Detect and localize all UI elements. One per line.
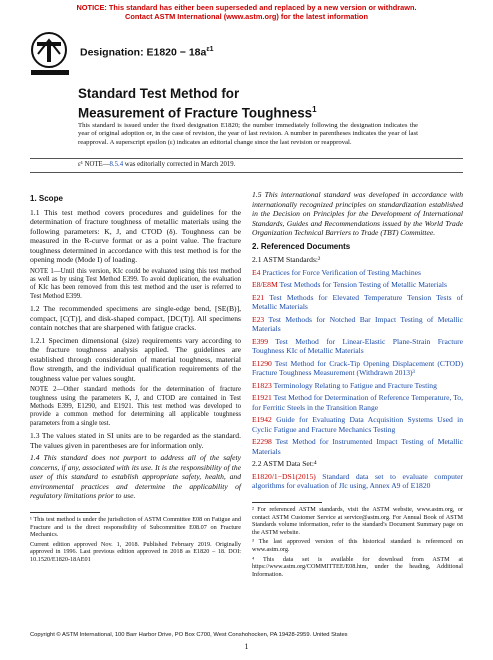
reference-code[interactable]: E21 [252, 292, 265, 302]
reference-title[interactable]: Test Method for Instrumented Impact Testing of Metallic Materials [252, 437, 463, 456]
data-set-reference [252, 472, 463, 491]
divider-top [30, 158, 463, 159]
astm-data-set-label: 2.2 ASTM Data Set:⁴ [252, 459, 317, 468]
left-column [30, 190, 241, 504]
notice-line-1: NOTICE: This standard has either been superseded and replaced by a new version or withdrawn. [76, 3, 417, 12]
footnotes-right [252, 506, 463, 580]
data-set-code[interactable]: E1820/1−DS1(2015) [252, 471, 316, 481]
footnotes-left [30, 516, 241, 566]
reference-list [252, 268, 463, 457]
note-1: NOTE 1—Until this version, KIc could be evaluated using this test method as well as by using Test Method E399. To avoid duplication, the evaluation of KIc has been removed from this test method and the user is referred to Test Method E399. [30, 267, 241, 300]
footnote-divider-left [30, 512, 100, 513]
reference-item [252, 359, 463, 378]
referenced-documents-heading: 2. Referenced Documents [252, 241, 351, 251]
title-line-1: Standard Test Method for [78, 86, 240, 101]
copyright-footer: Copyright © ASTM International, 100 Barr Harbor Drive, PO Box C700, West Conshohocken, PA 19428-2959. United States [30, 632, 348, 638]
page-number: 1 [244, 642, 249, 651]
reference-item [252, 280, 463, 290]
footnote-1: ¹ This test method is under the jurisdiction of ASTM Committee E08 on Fatigue and Fracture and is the direct responsibility of Subcommittee E08.07 on Fracture Mechanics. [30, 516, 241, 539]
editorial-note-suffix: was editorially corrected in March 2019. [123, 161, 236, 168]
withdrawal-notice [0, 3, 493, 21]
para-1-4: 1.4 This standard does not purport to address all of the safety concerns, if any, associated with its use. It is the responsibility of the user of this standard to establish appropriate safety, health, and environmental practices and determine the applicability of regulatory limitations prior to use. [30, 453, 241, 501]
footnote-1-edition: Current edition approved Nov. 1, 2018. Published February 2019. Originally approved in 1996. Last previous edition approved in 2018 as E1820 – 18. DOI: 10.1520/E1820-18AE01 [30, 540, 241, 563]
para-1-1: 1.1 This test method covers procedures and guidelines for the determination of fracture toughness of metallic materials using the following parameters: K, J, and CTOD (δ). Toughness can be measured in the R-curve format or as a point value. The fracture toughness determined in accordance with this test method is for the opening mode (Mode I) of loading. [30, 207, 241, 264]
title-footnote-mark: 1 [312, 105, 317, 114]
reference-code[interactable]: E2298 [252, 437, 272, 446]
astm-logo-icon [29, 30, 75, 78]
footnote-2: ² For referenced ASTM standards, visit the ASTM website, www.astm.org, or contact ASTM Customer Service at service@astm.org. For Annual Book of ASTM Standards volume information, refer to the standard's Document Summary page on the ASTM website. [252, 506, 463, 536]
reference-item [252, 381, 463, 391]
para-1-5: 1.5 This international standard was developed in accordance with internationally recognized principles on standardization established in the Decision on Principles for the Development of International Standards, Guides and Recommendations issued by the World Trade Organization Technical Barriers to Trade (TBT) Committee. [252, 190, 463, 237]
reference-code[interactable]: E1290 [252, 358, 272, 368]
reference-title[interactable]: Test Method for Crack-Tip Opening Displacement (CTOD) Fracture Toughness Measurement (Withdrawn 2013)³ [252, 358, 463, 377]
reference-title[interactable]: Test Methods for Elevated Temperature Tension Tests of Metallic Materials [252, 292, 463, 311]
reference-item [252, 315, 463, 334]
document-title [78, 86, 408, 121]
note-2: NOTE 2—Other standard methods for the determination of fracture toughness using the parameters K, J, and CTOD are contained in Test Methods E399, E1290, and E1921. This test method was developed to provide a common method for determining all applicable toughness parameters from a single test. [30, 386, 241, 427]
reference-item [252, 415, 463, 434]
reference-code[interactable]: E1823 [252, 380, 272, 390]
reference-title[interactable]: Test Method for Determination of Reference Temperature, To, for Ferritic Steels in the Transition Range [252, 393, 463, 412]
right-column [252, 190, 463, 494]
reference-item [252, 293, 463, 312]
reference-item [252, 437, 463, 456]
reference-item [252, 268, 463, 278]
reference-code[interactable]: E23 [252, 314, 265, 324]
reference-code[interactable]: E8/E8M [252, 280, 278, 289]
standard-issue-note: This standard is issued under the fixed designation E1820; the number immediately following the designation indicates the year of original adoption or, in the case of revision, the year of last revision. A number in parentheses indicates the year of last reapproval. A superscript epsilon (ε) indicates an editorial change since the last revision or reapproval. [78, 122, 418, 146]
editorial-note-link[interactable]: 8.5.4 [109, 161, 124, 168]
reference-code[interactable]: E1921 [252, 393, 272, 402]
editorial-note [78, 161, 235, 168]
reference-code[interactable]: E4 [252, 267, 261, 277]
para-1-2-1: 1.2.1 Specimen dimensional (size) requirements vary according to the fracture toughness analysis applied. The guidelines are established through consideration of material toughness, material flow strength, and the individual qualification requirements of the toughness value per values sought. [30, 335, 241, 383]
data-set-title[interactable]: Standard data set to evaluate computer algorithms for evaluation of JIc using, Annex A9 of E1820 [252, 471, 463, 490]
reference-title[interactable]: Practices for Force Verification of Testing Machines [260, 267, 421, 277]
reference-item [252, 337, 463, 356]
editorial-note-prefix: ε¹ NOTE— [78, 161, 110, 168]
para-1-2: 1.2 The recommended specimens are single-edge bend, [SE(B)], compact, [C(T)], and disk-shaped compact, [DC(T)]. All specimens contain notches that are sharpened with fatigue cracks. [30, 304, 241, 333]
reference-title[interactable]: Guide for Evaluating Data Acquisition Systems Used in Cyclic Fatigue and Fracture Mechanics Testing [252, 415, 463, 434]
para-1-3: 1.3 The values stated in SI units are to be regarded as the standard. The values given in parentheses are for information only. [30, 431, 241, 450]
reference-title[interactable]: Test Method for Linear-Elastic Plane-Strain Fracture Toughness KIc of Metallic Materials [252, 336, 463, 355]
scope-heading: 1. Scope [30, 194, 63, 203]
reference-item [252, 393, 463, 412]
reference-title[interactable]: Test Methods for Notched Bar Impact Testing of Metallic Materials [252, 314, 463, 333]
notice-line-2: Contact ASTM International (www.astm.org) for the latest information [125, 12, 368, 21]
reference-code[interactable]: E1942 [252, 415, 272, 424]
reference-code[interactable]: E399 [252, 336, 269, 346]
title-line-2: Measurement of Fracture Toughness [78, 105, 313, 121]
designation-superscript: ε1 [206, 46, 214, 53]
designation-text: Designation: E1820 − 18a [80, 46, 207, 59]
footnote-4: ⁴ This data set is available for download from ASTM at https://www.astm.org/COMMITTEE/E08.htm, under the heading, Additional Information. [252, 555, 463, 578]
reference-title[interactable]: Test Methods for Tension Testing of Metallic Materials [277, 280, 447, 289]
designation [80, 46, 214, 59]
reference-title[interactable]: Terminology Relating to Fatigue and Fracture Testing [271, 380, 437, 390]
divider-bottom [30, 172, 463, 173]
footnote-3: ³ The last approved version of this historical standard is referenced on www.astm.org. [252, 538, 463, 553]
footnote-divider-right [252, 502, 322, 503]
astm-standards-label: 2.1 ASTM Standards:² [252, 255, 321, 264]
